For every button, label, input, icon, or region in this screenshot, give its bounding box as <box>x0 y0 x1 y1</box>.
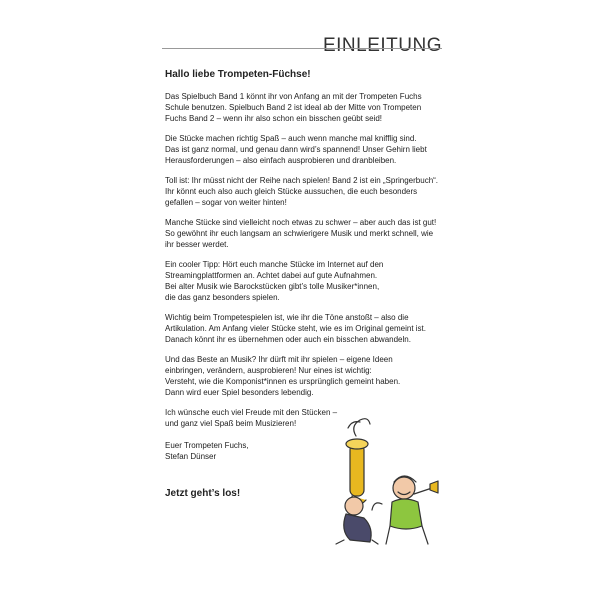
header-divider <box>162 48 442 49</box>
paragraph <box>165 91 450 124</box>
text-line: Ein cooler Tipp: Hört euch manche Stücke im Internet auf den <box>165 260 384 269</box>
paragraph <box>165 312 450 345</box>
text-line: Manche Stücke sind vielleicht noch etwas zu schwer – aber auch das ist gut! <box>165 218 437 227</box>
text-line: Ich wünsche euch viel Freude mit den Stücken – <box>165 408 338 417</box>
text-line: einbringen, verändern, ausprobieren! Nur eines ist wichtig: <box>165 366 372 375</box>
paragraph <box>165 217 450 250</box>
text-line: Streamingplattformen an. Achtet dabei auf gute Aufnahmen. <box>165 271 378 280</box>
text-line: Danach könnt ihr es übernehmen oder auch ein bisschen abwandeln. <box>165 335 411 344</box>
text-line: Das Spielbuch Band 1 könnt ihr von Anfang an mit der Trompeten Fuchs <box>165 92 422 101</box>
text-line: Fuchs Band 2 – wenn ihr also schon ein bisschen geübt seid! <box>165 114 383 123</box>
text-line: So gewöhnt ihr euch langsam an schwierigere Musik und merkt schnell, wie <box>165 229 434 238</box>
paragraph <box>165 259 450 303</box>
page-title: EINLEITUNG <box>322 34 442 56</box>
paragraph <box>165 175 450 208</box>
text-line: Das ist ganz normal, und genau dann wird’s spannend! Unser Gehirn liebt <box>165 145 427 154</box>
text-line: Herausforderungen – also einfach ausprobieren und dranbleiben. <box>165 156 397 165</box>
text-line: Toll ist: Ihr müsst nicht der Reihe nach spielen! Band 2 ist ein „Springerbuch“. <box>165 176 439 185</box>
text-line: Und das Beste an Musik? Ihr dürft mit ihr spielen – eigene Ideen <box>165 355 393 364</box>
text-line: Die Stücke machen richtig Spaß – auch wenn manche mal knifflig sind. <box>165 134 417 143</box>
text-line: Ihr könnt euch also auch gleich Stücke aussuchen, die euch besonders <box>165 187 418 196</box>
text-line: und ganz viel Spaß beim Musizieren! <box>165 419 297 428</box>
paragraph <box>165 354 450 398</box>
closing-line: Jetzt geht’s los! <box>165 488 241 499</box>
signature-name: Stefan Dünser <box>165 452 217 461</box>
text-line: Dann wird euer Spiel besonders lebendig. <box>165 388 314 397</box>
text-line: die das ganz besonders spielen. <box>165 293 280 302</box>
tuba-player <box>336 419 378 544</box>
text-line: ihr besser werdet. <box>165 240 229 249</box>
text-line: Schule benutzen. Spielbuch Band 2 ist ideal ab der Mitte von Trompeten <box>165 103 422 112</box>
paragraph <box>165 133 450 166</box>
greeting-heading: Hallo liebe Trompeten-Füchse! <box>165 69 311 80</box>
text-line: Artikulation. Am Anfang vieler Stücke steht, wie es im Original gemeint ist. <box>165 324 427 333</box>
cartoon-musicians-icon <box>326 408 446 548</box>
text-line: Bei alter Musik wie Barockstücken gibt’s tolle Musiker*innen, <box>165 282 380 291</box>
text-line: gefallen – sogar von weiter hinten! <box>165 198 287 207</box>
text-line: Wichtig beim Trompetespielen ist, wie ihr die Töne anstoßt – also die <box>165 313 409 322</box>
signature-line: Euer Trompeten Fuchs, <box>165 441 249 450</box>
text-line: Versteht, wie die Komponist*innen es ursprünglich gemeint haben. <box>165 377 401 386</box>
trumpet-player <box>372 476 438 544</box>
